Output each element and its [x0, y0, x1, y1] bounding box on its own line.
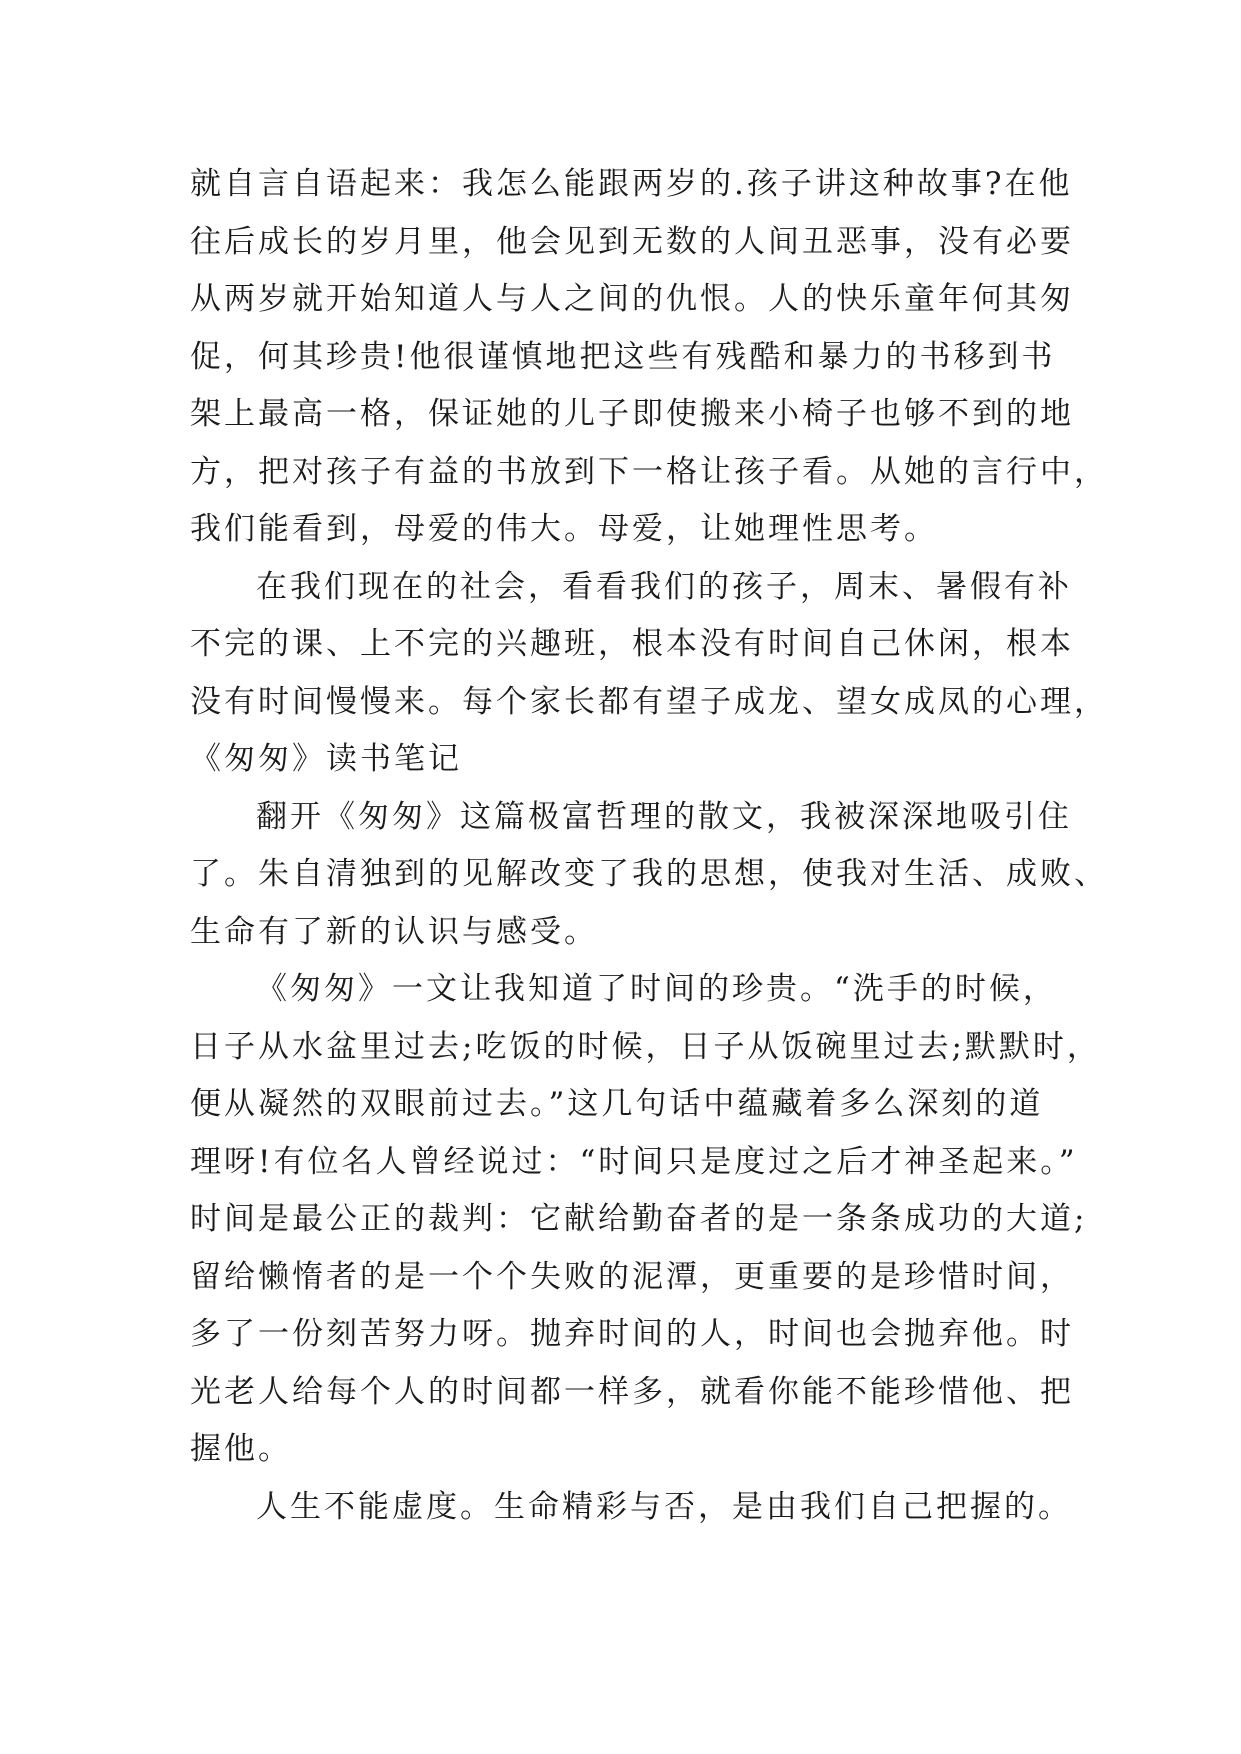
text-line: 便从凝然的双眼前过去。”这几句话中蕴藏着多么深刻的道: [190, 1086, 1044, 1122]
text-line: 我们能看到，母爱的伟大。母爱，让她理性思考。: [190, 511, 938, 547]
section-heading: 《匆匆》读书笔记: [190, 741, 462, 777]
paragraph-start-line: 人生不能虚度。生命精彩与否，是由我们自己把握的。: [256, 1488, 1072, 1525]
text-line: 促，何其珍贵!他很谨慎地把这些有残酷和暴力的书移到书: [190, 338, 1056, 375]
text-line: 从两岁就开始知道人与人之间的仇恨。人的快乐童年何其匆: [190, 281, 1074, 317]
text-line: 没有时间慢慢来。每个家长都有望子成龙、望女成凤的心理，: [190, 683, 1108, 720]
text-line: 光老人给每个人的时间都一样多，就看你能不能珍惜他、把: [190, 1373, 1074, 1410]
text-line: 往后成长的岁月里，他会见到无数的人间丑恶事，没有必要: [190, 223, 1074, 260]
paragraph-start-line: 翻开《匆匆》这篇极富哲理的散文，我被深深地吸引住: [256, 798, 1072, 835]
text-line: 日子从水盆里过去;吃饭的时候，日子从饭碗里过去;默默时，: [190, 1028, 1101, 1065]
paragraph-start-line: 《匆匆》一文让我知道了时间的珍贵。“洗手的时候，: [256, 971, 1057, 1007]
text-line: 多了一份刻苦努力呀。抛弃时间的人，时间也会抛弃他。时: [190, 1316, 1074, 1352]
paragraph-start-line: 在我们现在的社会，看看我们的孩子，周末、暑假有补: [256, 568, 1072, 605]
text-line: 理呀!有位名人曾经说过：“时间只是度过之后才神圣起来。”: [190, 1143, 1078, 1180]
text-line: 架上最高一格，保证她的儿子即使搬来小椅子也够不到的地: [190, 396, 1074, 432]
text-line: 方，把对孩子有益的书放到下一格让孩子看。从她的言行中，: [190, 453, 1108, 490]
text-line: 握他。: [190, 1431, 292, 1467]
text-line: 不完的课、上不完的兴趣班，根本没有时间自己休闲，根本: [190, 626, 1074, 662]
text-line: 了。朱自清独到的见解改变了我的思想，使我对生活、成败、: [190, 856, 1108, 892]
text-line: 时间是最公正的裁判：它献给勤奋者的是一条条成功的大道;: [190, 1201, 1088, 1237]
text-line: 留给懒惰者的是一个个失败的泥潭，更重要的是珍惜时间，: [190, 1258, 1074, 1295]
text-line: 生命有了新的认识与感受。: [190, 913, 598, 950]
body-text: [190, 156, 1108, 1536]
text-line: 就自言自语起来：我怎么能跟两岁的.孩子讲这种故事?在他: [190, 166, 1073, 202]
